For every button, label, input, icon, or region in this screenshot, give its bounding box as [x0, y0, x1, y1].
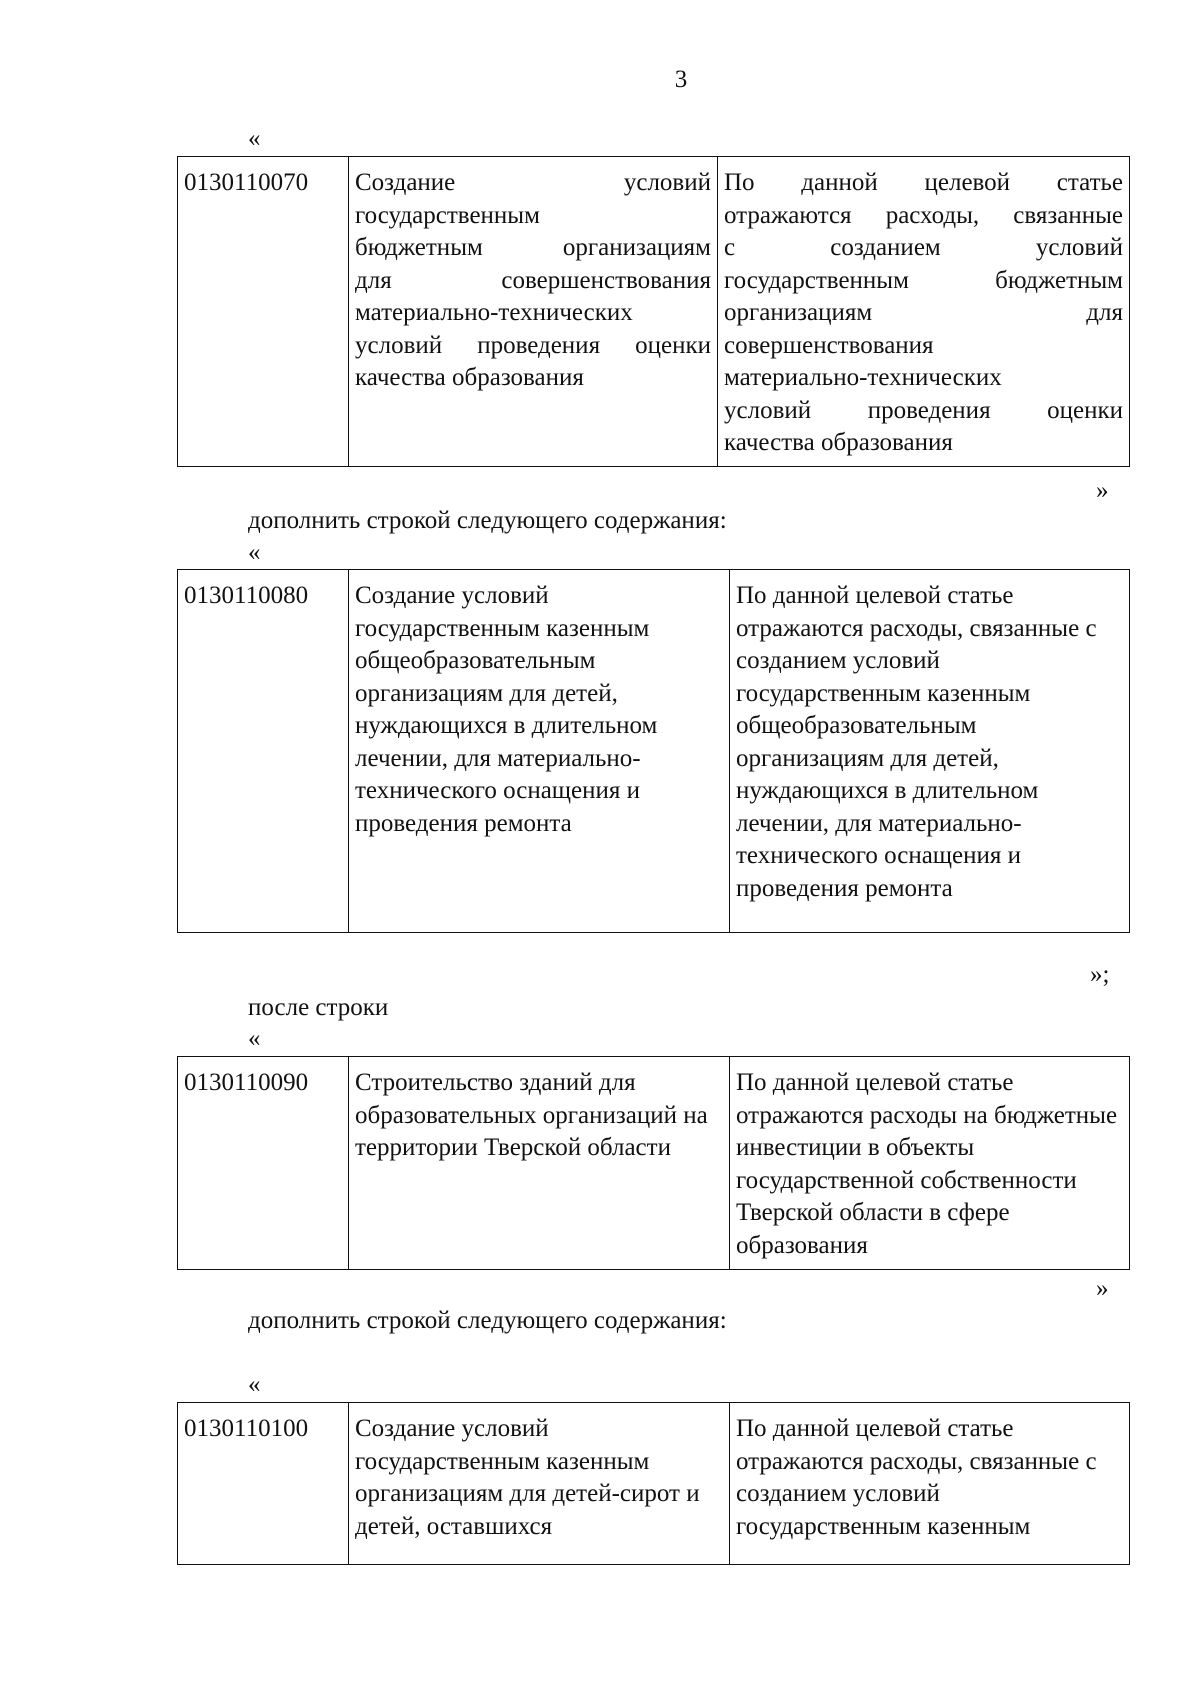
budget-table-row-0130110070 — [177, 156, 1130, 467]
target-article-name — [349, 157, 718, 467]
opening-quote: « — [248, 125, 261, 152]
desc-line: совершенствования — [724, 331, 934, 359]
target-article-description — [718, 157, 1130, 467]
desc-line: условий проведения оценки — [724, 396, 1123, 424]
table-row — [178, 570, 1130, 933]
closing-quote: » — [1096, 477, 1109, 504]
target-article-code: 0130110090 — [178, 1057, 349, 1270]
table-row — [178, 1057, 1130, 1270]
instruction-text: дополнить строкой следующего содержания: — [248, 1307, 727, 1334]
name-line: государственным — [355, 201, 540, 229]
closing-quote: »; — [1090, 961, 1110, 988]
opening-quote: « — [248, 539, 261, 566]
name-line: условий проведения оценки — [355, 331, 711, 359]
table-row — [178, 1403, 1130, 1565]
target-article-name: Создание условий государственным казенным общеобразовательным организациям для детей, нуждающихся в длительном лечении, для материально-технического оснащения и проведения ремонта — [349, 570, 730, 933]
instruction-text: дополнить строкой следующего содержания: — [248, 507, 727, 534]
desc-line: материально-технических — [724, 364, 1002, 391]
instruction-text: после строки — [248, 994, 389, 1021]
target-article-description: По данной целевой статье отражаются расходы на бюджетные инвестиции в объекты государственной собственности Тверской области в сфере образования — [730, 1057, 1130, 1270]
opening-quote: « — [248, 1371, 261, 1398]
desc-line: государственным бюджетным — [724, 266, 1123, 294]
desc-line: По данной целевой статье — [724, 169, 1123, 196]
name-line: материально-технических — [355, 299, 633, 326]
name-line: Создание условий — [355, 169, 711, 196]
budget-table-row-0130110080 — [177, 569, 1130, 933]
target-article-code: 0130110080 — [178, 570, 349, 933]
desc-line: организациям для — [724, 299, 1123, 326]
table-row — [178, 157, 1130, 467]
target-article-name: Строительство зданий для образовательных организаций на территории Тверской области — [349, 1057, 730, 1270]
target-article-code: 0130110100 — [178, 1403, 349, 1565]
budget-table-row-0130110100 — [177, 1402, 1130, 1565]
desc-line: с созданием условий — [724, 234, 1123, 261]
closing-quote: » — [1096, 1275, 1109, 1302]
target-article-code: 0130110070 — [178, 157, 349, 467]
target-article-description: По данной целевой статье отражаются расходы, связанные с созданием условий государственным казенным — [730, 1403, 1130, 1565]
name-line: качества образования — [355, 364, 584, 391]
name-line: бюджетным организациям — [355, 234, 711, 261]
opening-quote: « — [248, 1025, 261, 1052]
name-line: для совершенствования — [355, 266, 711, 294]
target-article-description: По данной целевой статье отражаются расходы, связанные с созданием условий государственным казенным общеобразовательным организациям для детей, нуждающихся в длительном лечении, для материально-технического оснащения и проведения ремонта — [730, 570, 1130, 933]
target-article-name: Создание условий государственным казенным организациям для детей-сирот и детей, оставшихся — [349, 1403, 730, 1565]
page-number: 3 — [674, 66, 688, 93]
desc-line: качества образования — [724, 429, 953, 456]
desc-line: отражаются расходы, связанные — [724, 201, 1123, 229]
budget-table-row-0130110090 — [177, 1056, 1130, 1270]
